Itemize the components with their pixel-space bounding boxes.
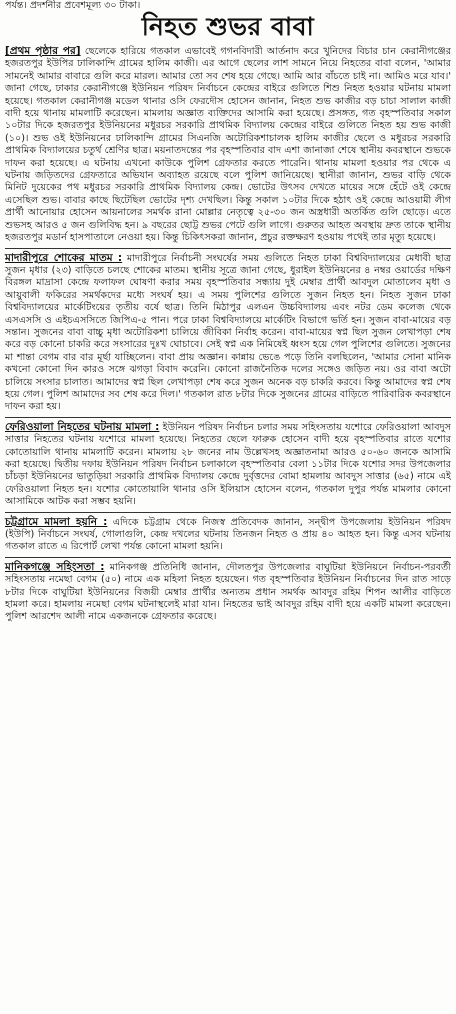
section-text: ছেলেকে হারিয়ে গতকাল এভাবেই গগনবিদারী আর্তনাদ করে খুনিদের বিচার চান কেরানীগঞ্জের হজরতপুর ইউপির ঢালিকান্দি গ্রামের হালিম কাজী। এর আগে ছেলের লাশ সামনে নিয়ে নিহতের বাবা বলেন, 'আমার সামনেই আমার বাবারে গুলি করে মারল। আমার তো সব শেষ হয়ে গেছে। আমি আর বাঁচতে চাই না। আমিও মরে যাব।' জানা গেছে, ঢাকার কেরানীগঞ্জে ইউনিয়ন পরিষদ নির্বাচনে কেন্দ্রের বাইরে গুলিতে শিশু নিহত হওয়ার ঘটনায় মামলা হয়েছে। গতকাল কেরানীগঞ্জ মডেল থানার ওসি ফেরদৌস হোসেন জানান, নিহত শুভ কাজীর বড় চাচা সালাল কাজী বাদী হয়ে থানায় মামলাটি করেছেন। মামলায় অজ্ঞাত ব্যক্তিদের আসামি করা হয়েছে। প্রসঙ্গত, গত বৃহস্পতিবার সকাল ১০টার দিকে হজরতপুর ইউনিয়নের মধুরচর সরকারি প্রাথমিক বিদ্যালয় কেন্দ্রের বাইরে গুলিতে নিহত হয় শুভ কাজী (১০)। শুভ ওই ইউনিয়নের ঢালিকান্দি গ্রামের সিএনজি অটোরিকশাচালক হালিম কাজীর ছেলে ও মধুরচর সরকারি প্রাথমিক বিদ্যালয়ের চতুর্থ শ্রেণির ছাত্র। ময়নাতদন্তের পর বৃহস্পতিবার বাদ এশা জানাজা শেষে স্থানীয় কবরস্থানে শুভকে দাফন করা হয়েছে। এ ঘটনায় এখনো কাউকে পুলিশ গ্রেফতার করতে পারেনি। থানায় মামলা হওয়ার পর থেকে এ ঘটনায় জড়িতদের গ্রেফতারে অভিযান অব্যাহত রয়েছে বলে পুলিশ জানিয়েছে। স্থানীরা জানান, শুভর বাড়ি থেকে মিনিট দুয়েকের পথ মধুরচর সরকারি প্রাথমিক বিদ্যালয় কেন্দ্র। ভোটের উৎসব দেখতে মায়ের সঙ্গে হেঁটে ওই কেন্দ্রে এসেছিল শুভ। বাবার কাছে ছিটেছিল ভোটের দৃশ্য দেখছিল। কিন্তু সকাল ১০টার দিকে হঠাৎ ওই কেন্দ্রে আওয়ামী লীগ প্রার্থী আনোয়ার হোসেন আয়নালের সমর্থক রানা মোল্লার নেতৃত্বে ২৫-৩০ জন অস্ত্রধারী অতর্কিত গুলি ছোড়ে। এতে শুভসহ আরও ৫ জন গুলিবিদ্ধ হন। ৯ বছরের ছোট্ট শুভর পেটে গুলি লাগে। গুরুতর আহত অবস্থায় দ্রুত তাকে স্থানীয় হজরতপুর মডার্ন হাসপাতালে নেওয়া হয়। কিন্তু চিকিৎসকরা জানান, প্রচুর রক্তক্ষরণ হওয়ায় পথেই তার মৃত্যু হয়েছে। — [5, 46, 451, 244]
section-text: এদিকে চট্টগ্রাম থেকে নিজস্ব প্রতিবেদক জানান, সন্দ্বীপ উপজেলায় ইউনিয়ন পরিষদ (ইউপি) নির্বাচনে সংঘর্ষ, গোলাগুলি, কেন্দ্র দখলের ঘটনায় তিনজন নিহত ও প্রায় ৪০ আহত হন। কিন্তু এসব ঘটনায় গতকাল রাতে এ রিপোর্ট লেখা পর্যন্ত কোনো মামলা হয়নি। — [5, 516, 451, 553]
section-chattogram — [5, 516, 451, 554]
top-line: পর্যন্ত। প্রদর্শনীর প্রবেশমূল্য ৩০ টাকা। — [5, 0, 141, 11]
section-text: ইউনিয়ন পরিষদ নির্বাচন চলার সময় সহিংসতায় যশোরে ফেরিওয়ালা আবদুস সাত্তার নিহতের ঘটনায় যশোরে মামলা হয়েছে। নিহতের ছেলে ফারুক হোসেন বাদী হয়ে বৃহস্পতিবার রাতে যশোর কোতোয়ালি থানায় মামলাটি করেন। মামলায় ২৮ জনের নাম উল্লেখসহ অজ্ঞাতনামা আরও ৫০-৬০ জনকে আসামি করা হয়েছে। দ্বিতীয় দফায় ইউনিয়ন পরিষদ নির্বাচন চলাকালে বৃহস্পতিবার বেলা ১১টার দিকে যশোর সদর উপজেলার চাঁচড়া ইউনিয়নের ভাতুড়িয়া সরকারি প্রাথমিক বিদ্যালয় কেন্দ্রে দুর্বৃত্তদের বোমা হামলায় আবদুস সাত্তার (৬৫) নামে এই ফেরিওয়ালা নিহত হন। যশোর কোতোয়ালি থানার ওসি ইলিয়াস হোসেন বলেন, গতকাল দুপুর পর্যন্ত মামলার কোনো আসামিকে আটক করা সম্ভব হয়নি। — [5, 421, 451, 508]
article-headline: নিহত শুভর বাবা — [141, 12, 315, 41]
section-jessore — [5, 421, 451, 509]
section-lead: চট্টগ্রামে মামলা হয়নি : — [5, 515, 108, 528]
divider — [5, 248, 451, 249]
section-lead: মানিকগঞ্জে সহিংসতা : — [5, 560, 105, 573]
article-body — [5, 45, 451, 624]
section-madaripur — [5, 252, 451, 414]
section-lead: ফেরিওয়ালা নিহতের ঘটনায় মামলা : — [5, 420, 160, 433]
section-text: মানিকগঞ্জ প্রতিনিধি জানান, দৌলতপুর উপজেলার বাঘুটিয়া ইউনিয়নে নির্বাচন-পরবর্তী সহিংসতায় নমেছা বেগম (৫০) নামে এক মহিলা নিহত হয়েছেন। গত বৃহস্পতিবার ইউনিয়ন নির্বাচনের দিন রাত সাড়ে ৮টার দিকে বাঘুটিয়া ইউনিয়নের বিজয়ী মেম্বার প্রার্থীর অন্যতম প্রধান সমর্থক আবদুর রহিম শিপন আলীর বাড়িতে হামলা করে। হামলায় নমেছা বেগম ঘটনাস্থলেই মারা যান। নিহতের ভাই আবদুর রহিম বাদী হয়ে একটি মামলা করেছেন। পুলিশ আরশেদ আলী নামে একজনকে গ্রেফতার করেছে। — [5, 561, 451, 623]
section-lead: [প্রথম পৃষ্ঠার পর] — [5, 45, 81, 57]
section-intro — [5, 45, 451, 245]
divider — [5, 557, 451, 558]
section-text: মাদারীপুরে নির্বাচনী সংঘর্ষের সময় গুলিতে নিহত ঢাকা বিশ্ববিদ্যালয়ের মেধাবী ছাত্র সুজন মৃধার (২৩) বাড়িতে চলছে শোকের মাতম। স্থানীয় সূত্রে জানা গেছে, ধুরাইল ইউনিয়নের ৪ নম্বর ওয়ার্ডের দক্ষিণ বিরঙ্গল মাদ্রাসা কেন্দ্রে ফলাফল ঘোষণা করার সময় বৃহস্পতিবার সন্ধ্যায় দুই মেম্বার প্রার্থী আবদুল মোতালেব মৃধা ও আয়ুবালী ফকিরের সমর্থকদের মধ্যে সংঘর্ষ হয়। এ সময় পুলিশের গুলিতে সুজন নিহত হন। নিহত সুজন ঢাকা বিশ্ববিদ্যালয়ের মার্কেটিংয়ের তৃতীয় বর্ষে ছাত্র। তিনি মিঠাপুর এলএন উচ্চবিদ্যালয় এবং নটর ডেম কলেজ থেকে এসএসসি ও এইচএসসিতে জিপিএ-৫ পান। পরে ঢাকা বিশ্ববিদ্যালয়ে মার্কেটিং বিভাগে ভর্তি হন। সুজন বাবা-মায়ের বড় সন্তান। সুজনের বাবা বাচ্চু মৃধা অটোরিকশা চালিয়ে জীবিকা নির্বাহ করেন। বাবা-মায়ের স্বপ্ন ছিল সুজন লেখাপড়া শেষ করে বড় কোনো চাকরি করে সংসারের দুঃখ ঘোচাবে। সেই স্বপ্ন এক নিমিষেই ধ্বংস হয়ে গেল পুলিশের গুলিতে। সুজনের মা শান্তা বেগম বার বার মূর্ছা যাচ্ছিলেন। বাবা প্রায় অজ্ঞান। কান্নায় ভেঙে পড়ে তিনি বলছিলেন, 'আমার সোনা মানিক কখনো কোনো দিন কারও সঙ্গে ঝগড়া বিবাদ করেনি। কোনো রাজনৈতিক দলের সঙ্গেও জড়িত নয়। ওর বাবা অটো চালিয়ে সংসার চালাত। আমাদের স্বপ্ন ছিল লেখাপড়া শেষ করে সুজন অনেক বড় চাকরি করবে। কিন্তু আমাদের স্বপ্ন শেষ হয়ে গেল। পুলিশ আমাদের সব শেষ করে দিল।' গতকাল রাত ৮টার দিকে সুজনের গ্রামের বাড়িতে পারিবারিক কবরস্থানে দাফন করা হয়। — [5, 252, 451, 413]
divider — [5, 512, 451, 513]
section-manikganj — [5, 561, 451, 624]
section-lead: মাদারীপুরে শোকের মাতম : — [5, 251, 123, 264]
divider — [5, 417, 451, 418]
